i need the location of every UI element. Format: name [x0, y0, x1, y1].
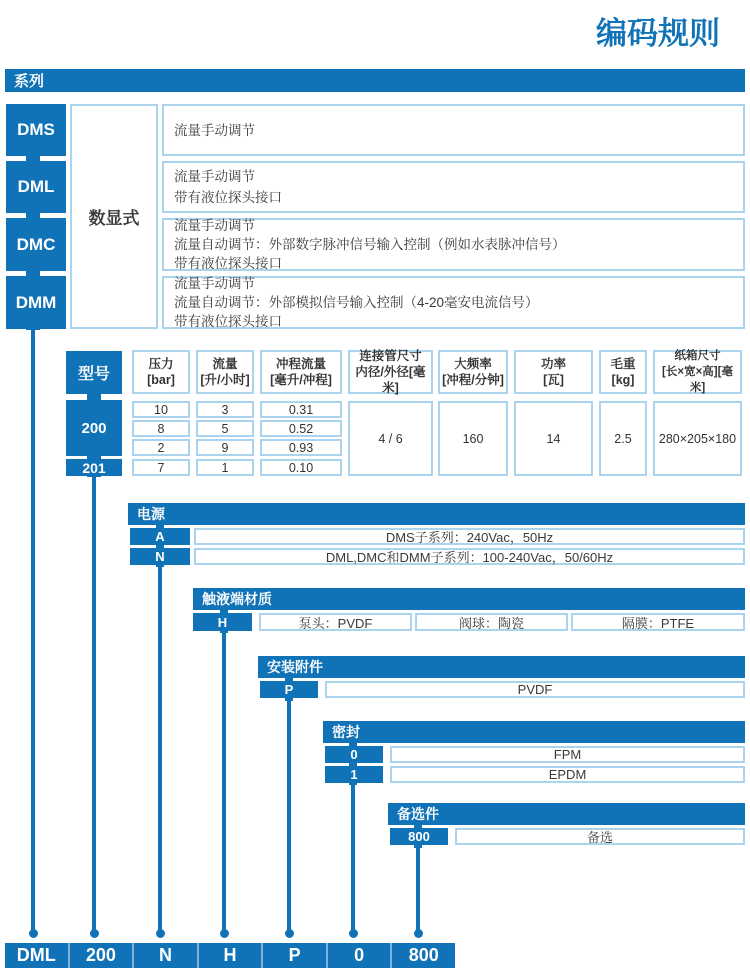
- seal-code-1: 1: [325, 766, 383, 783]
- cell-flow: 1: [196, 459, 254, 476]
- desc-line: 流量自动调节：外部模拟信号输入控制（4-20毫安电流信号）: [174, 295, 539, 310]
- cell-pressure: 8: [132, 420, 190, 437]
- desc-line: 流量手动调节: [174, 276, 255, 291]
- col-unit: [长×宽×高][毫米]: [662, 366, 733, 394]
- series-code-dmc: DMC: [6, 218, 66, 271]
- col-unit: [瓦]: [543, 373, 564, 387]
- cell-power: 14: [514, 401, 593, 476]
- table-header-flow: [196, 350, 254, 394]
- power-descender-line: [158, 565, 162, 935]
- code-segment-options: 800: [408, 945, 439, 965]
- seal-desc-epdm: EPDM: [390, 766, 745, 783]
- col-name: 功率: [540, 357, 566, 371]
- desc-line: 流量手动调节: [174, 218, 255, 233]
- mounting-section-header: 安装附件: [258, 656, 745, 678]
- cell-frequency: 160: [438, 401, 508, 476]
- col-name: 大频率: [454, 357, 492, 371]
- cell-pressure: 2: [132, 439, 190, 456]
- material-code-h: H: [193, 613, 252, 631]
- col-name: 连接管尺寸: [359, 349, 422, 363]
- series-section-header: 系列: [5, 69, 745, 92]
- col-unit: [bar]: [147, 373, 175, 387]
- table-header-carton: [653, 350, 742, 394]
- series-code-dms: DMS: [6, 104, 66, 156]
- table-header-model: 型号: [66, 351, 122, 394]
- options-code-800: 800: [390, 828, 448, 845]
- material-valve-ball: 阀球：陶瓷: [415, 613, 568, 631]
- col-name: 流量: [212, 357, 238, 371]
- table-header-power: [514, 350, 593, 394]
- model-dot: [90, 929, 99, 938]
- series-descender-line: [31, 329, 35, 935]
- code-segment-mounting: P: [288, 945, 301, 965]
- series-desc-dml: [162, 161, 745, 213]
- col-name: 压力: [148, 357, 174, 371]
- power-dot: [156, 929, 165, 938]
- page-title: 编码规则: [596, 16, 720, 51]
- code-segment-seal: 0: [354, 945, 365, 965]
- power-desc-n: DML,DMC和DMM子系列：100-240Vac，50/60Hz: [194, 548, 745, 565]
- desc-line: 带有液位探头接口: [174, 190, 282, 205]
- seal-dot: [349, 929, 358, 938]
- seal-code-0: 0: [325, 746, 383, 763]
- cell-pressure: 7: [132, 459, 190, 476]
- cell-carton-size: 280×205×180: [653, 401, 742, 476]
- cell-flow: 5: [196, 420, 254, 437]
- options-section-header: 备选件: [388, 803, 745, 825]
- desc-line: 流量手动调节: [174, 122, 255, 138]
- series-desc-dms: [162, 104, 745, 156]
- model-201: 201: [66, 459, 122, 476]
- code-segment-model: 200: [85, 945, 116, 965]
- power-desc-a: DMS子系列：240Vac，50Hz: [194, 528, 745, 545]
- cell-stroke: 0.31: [260, 401, 342, 418]
- model-code-bar: [5, 943, 455, 968]
- cell-pressure: 10: [132, 401, 190, 418]
- col-unit: 内径/外径[毫米]: [355, 365, 426, 395]
- cell-stroke: 0.10: [260, 459, 342, 476]
- col-unit: [毫升/冲程]: [270, 373, 332, 387]
- material-pump-head: 泵头：PVDF: [259, 613, 412, 631]
- power-code-a: A: [130, 528, 190, 545]
- cell-flow: 3: [196, 401, 254, 418]
- series-code-dmm: DMM: [6, 276, 66, 329]
- power-code-n: N: [130, 548, 190, 565]
- cell-flow: 9: [196, 439, 254, 456]
- material-dot: [220, 929, 229, 938]
- options-descender-line: [416, 845, 420, 935]
- col-unit: [升/小时]: [200, 373, 250, 387]
- table-header-frequency: [438, 350, 508, 394]
- series-group-label: 数显式: [70, 104, 158, 329]
- seal-descender-line: [351, 783, 355, 935]
- mounting-code-p: P: [260, 681, 318, 698]
- mounting-descender-line: [287, 698, 291, 935]
- table-header-pipe: [348, 350, 433, 394]
- options-dot: [414, 929, 423, 938]
- seal-section-header: 密封: [323, 721, 745, 743]
- desc-line: 带有液位探头接口: [174, 314, 282, 329]
- code-segment-power: N: [158, 945, 172, 965]
- options-desc: 备选: [455, 828, 745, 845]
- table-header-pressure: [132, 350, 190, 394]
- series-desc-dmm: [162, 276, 745, 329]
- col-name: 纸箱尺寸: [674, 350, 721, 362]
- table-header-weight: [599, 350, 647, 394]
- cell-stroke: 0.93: [260, 439, 342, 456]
- seal-desc-fpm: FPM: [390, 746, 745, 763]
- series-desc-dmc: [162, 218, 745, 271]
- code-segment-series: DML: [16, 945, 56, 965]
- col-name: 毛重: [610, 357, 636, 371]
- material-section-header: 触液端材质: [193, 588, 745, 610]
- desc-line: 带有液位探头接口: [174, 256, 282, 271]
- cell-stroke: 0.52: [260, 420, 342, 437]
- cell-pipe-size: 4 / 6: [348, 401, 433, 476]
- col-unit: [冲程/分钟]: [442, 373, 504, 387]
- col-unit: [kg]: [611, 373, 635, 387]
- desc-line: 流量手动调节: [174, 169, 255, 184]
- mounting-value: PVDF: [325, 681, 745, 698]
- series-code-dml: DML: [6, 161, 66, 213]
- mounting-dot: [285, 929, 294, 938]
- code-segment-material: H: [223, 945, 237, 965]
- col-name: 冲程流量: [275, 357, 326, 371]
- table-header-stroke: [260, 350, 342, 394]
- model-descender-line: [92, 476, 96, 935]
- material-diaphragm: 隔膜：PTFE: [571, 613, 745, 631]
- model-200: 200: [66, 400, 122, 456]
- desc-line: 流量自动调节：外部数字脉冲信号输入控制（例如水表脉冲信号）: [174, 237, 566, 252]
- power-section-header: 电源: [128, 503, 745, 525]
- cell-weight: 2.5: [599, 401, 647, 476]
- series-dot: [29, 929, 38, 938]
- material-descender-line: [222, 631, 226, 935]
